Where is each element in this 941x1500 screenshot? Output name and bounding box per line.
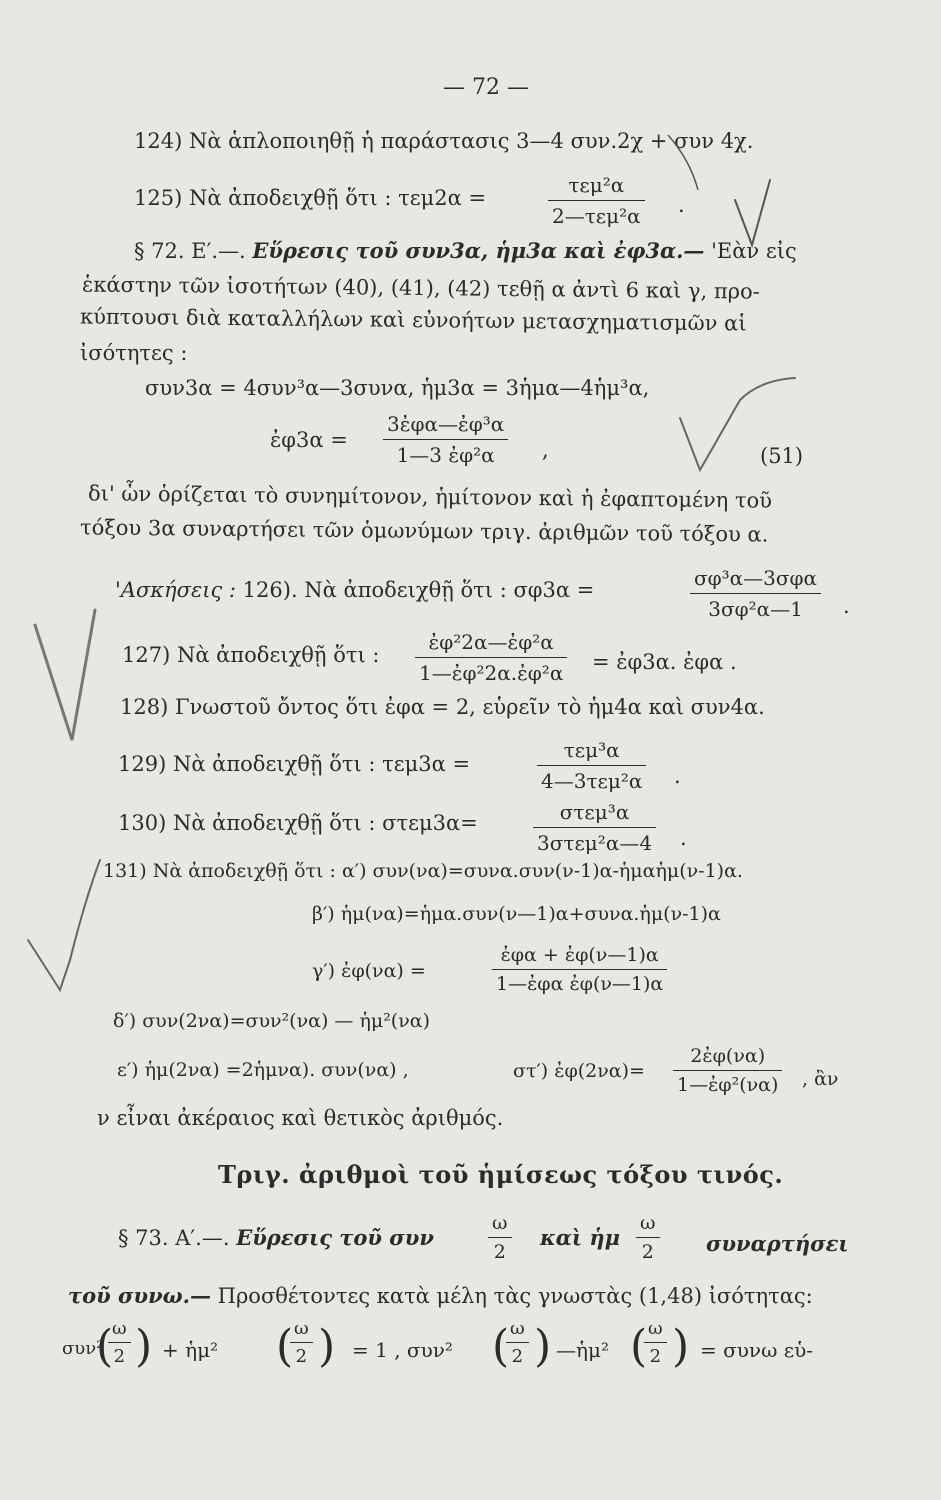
- fraction-denominator: 1—ἐφ²(να): [677, 1074, 779, 1096]
- section-72-line-6: τόξου 3α συναρτήσει τῶν ὁμωνύμων τριγ. ἀριθμῶν τοῦ τόξου α.: [79, 515, 769, 547]
- cross-out-stroke: [668, 135, 698, 190]
- fraction-denominator: 1—3 ἐφ²α: [396, 443, 495, 467]
- fraction-denominator: 2: [295, 1346, 308, 1367]
- eq-paren-2-close: ): [318, 1321, 336, 1372]
- exercise-131-f-lhs: στ′) ἐφ(2να)=: [513, 1060, 645, 1082]
- eq-part-d: —ἡμ²: [556, 1338, 609, 1362]
- eq-part-a: συν²: [62, 1338, 104, 1359]
- equation-number-51: (51): [760, 444, 804, 468]
- exercise-131-e: ε′) ἡμ(2να) =2ἡμνα). συν(να) ,: [117, 1059, 409, 1081]
- fraction-denominator: 2: [649, 1346, 662, 1367]
- exercises-label: 'Ασκήσεις :: [115, 578, 236, 602]
- eq-paren-1-close: ): [135, 1321, 153, 1372]
- eq-paren-4: (: [630, 1321, 648, 1372]
- exercise-130-end: .: [680, 826, 687, 850]
- section-title: Εὕρεσις τοῦ συν3α, ἡμ3α καὶ ἐφ3α.—: [252, 238, 705, 263]
- exercise-131-f-end: , ἂν: [802, 1068, 839, 1090]
- fraction-denominator: 4—3τεμ²α: [541, 769, 643, 793]
- eq-paren-2: (: [276, 1321, 294, 1372]
- fraction-numerator: σφ³α—3σφα: [694, 566, 818, 590]
- exercise-125-end: .: [678, 193, 685, 217]
- eq-paren-3: (: [492, 1321, 510, 1372]
- eq-part-b: + ἡμ²: [162, 1338, 219, 1362]
- fraction-denominator: 3στεμ²α—4: [537, 831, 653, 855]
- check-mark-51: [680, 378, 795, 470]
- section-73-title-3: συναρτήσει: [706, 1231, 849, 1256]
- exercise-126-end: .: [843, 594, 850, 618]
- fraction-numerator: ἐφα + ἐφ(ν—1)α: [500, 944, 659, 966]
- section-72-line-4: ἰσότητες :: [80, 341, 188, 365]
- fraction-denominator: 2: [113, 1346, 126, 1367]
- exercise-129-end: .: [674, 764, 681, 788]
- check-mark-131: [28, 860, 100, 990]
- fraction-numerator: ω: [492, 1212, 508, 1234]
- section-heading: Τριγ. ἀριθμοὶ τοῦ ἡμίσεως τόξου τινός.: [218, 1160, 784, 1189]
- fraction-denominator: 1—ἐφ²2α.ἐφ²α: [419, 661, 564, 685]
- exercise-131-d: δ′) συν(2να)=συν²(να) — ἡμ²(να): [113, 1010, 431, 1032]
- formula-51-line-1: συν3α = 4συν³α—3συνα, ἡμ3α = 3ἡμα—4ἡμ³α,: [145, 376, 650, 400]
- exercise-127: 127) Νὰ ἀποδειχθῇ ὅτι :: [122, 643, 380, 667]
- fraction-denominator: 1—ἐφα ἐφ(ν—1)α: [496, 973, 664, 995]
- section-72-line-3: κύπτουσι διὰ καταλλήλων καὶ εὐνοήτων μετασχηματισμῶν αἱ: [79, 304, 747, 336]
- eq-paren-1: (: [96, 1321, 114, 1372]
- exercise-124: 124) Νὰ ἁπλοποιηθῇ ἡ παράστασις 3—4 συν.2χ + συν 4χ.: [134, 129, 754, 153]
- exercise-129: 129) Νὰ ἀποδειχθῇ ὅτι : τεμ3α =: [118, 752, 471, 776]
- fraction-denominator: 2: [641, 1241, 654, 1263]
- exercise-131-c-lhs: γ′) ἐφ(να) =: [312, 960, 426, 982]
- fraction-numerator: 3ἐφα—ἐφ³α: [387, 412, 505, 436]
- fraction-denominator: 2: [493, 1241, 506, 1263]
- exercise-127-rhs: = ἐφ3α. ἐφα .: [592, 650, 737, 674]
- section-72-line-5: δι' ὧν ὁρίζεται τὸ συνημίτονον, ἡμίτονον καὶ ἡ ἐφαπτομένη τοῦ: [87, 481, 773, 513]
- exercise-131-g: ν εἶναι ἀκέραιος καὶ θετικὸς ἀριθμός.: [97, 1106, 504, 1130]
- fraction-numerator: στεμ³α: [559, 800, 630, 824]
- check-mark-127: [35, 610, 95, 740]
- exercise-131-b: β′) ἡμ(να)=ἡμα.συν(ν—1)α+συνα.ἡμ(ν-1)α: [312, 903, 721, 925]
- fraction-denominator: 2: [511, 1346, 524, 1367]
- exercise-126-text: 126). Νὰ ἀποδειχθῇ ὅτι : σφ3α =: [242, 578, 595, 602]
- fraction-denominator: 3σφ²α—1: [708, 597, 803, 621]
- fraction-numerator: ω: [294, 1318, 309, 1339]
- section-text: Προσθέτοντες κατὰ μέλη τὰς γνωστὰς (1,48) ἰσότητας:: [217, 1284, 813, 1308]
- eq-paren-3-close: ): [534, 1321, 552, 1372]
- section-73-title-2: καὶ ἡμ: [540, 1225, 621, 1250]
- fraction-numerator: ἐφ²2α—ἐφ²α: [428, 630, 554, 654]
- exercise-130: 130) Νὰ ἀποδειχθῇ ὅτι : στεμ3α=: [118, 811, 478, 835]
- section-title-end: τοῦ συνω.—: [68, 1283, 211, 1308]
- formula-51-lhs: ἐφ3α =: [270, 428, 348, 452]
- formula-51-comma: ,: [542, 438, 549, 462]
- exercise-125: 125) Νὰ ἀποδειχθῇ ὅτι : τεμ2α =: [134, 186, 487, 210]
- section-title: Εὕρεσις τοῦ συν: [236, 1225, 434, 1250]
- page-number: — 72 —: [443, 75, 529, 100]
- exercise-131-a: 131) Νὰ ἀποδειχθῇ ὅτι : α′) συν(να)=συνα.συν(ν-1)α-ἡμαἡμ(ν-1)α.: [103, 860, 743, 882]
- fraction-numerator: ω: [510, 1318, 525, 1339]
- check-mark-125: [735, 180, 770, 245]
- section-number: § 73. Α′.—.: [118, 1226, 230, 1250]
- exercise-128: 128) Γνωστοῦ ὄντος ὅτι ἐφα = 2, εὑρεῖν τὸ ἡμ4α καὶ συν4α.: [120, 695, 765, 719]
- fraction-numerator: τεμ²α: [568, 173, 625, 197]
- eq-part-e: = συνω εὑ-: [700, 1338, 814, 1362]
- section-number: § 72. Ε′.—.: [134, 239, 246, 263]
- eq-part-c: = 1 , συν²: [352, 1338, 453, 1362]
- fraction-numerator: ω: [640, 1212, 656, 1234]
- section-text: 'Εὰν εἰς: [711, 239, 797, 263]
- section-72-line-2: ἑκάστην τῶν ἰσοτήτων (40), (41), (42) τεθῇ α ἀντὶ 6 καὶ γ, προ-: [81, 272, 760, 304]
- fraction-denominator: 2—τεμ²α: [552, 204, 641, 228]
- fraction-numerator: τεμ³α: [563, 738, 620, 762]
- fraction-numerator: ω: [648, 1318, 663, 1339]
- fraction-numerator: ω: [112, 1318, 127, 1339]
- eq-paren-4-close: ): [672, 1321, 690, 1372]
- fraction-numerator: 2ἐφ(να): [690, 1045, 766, 1067]
